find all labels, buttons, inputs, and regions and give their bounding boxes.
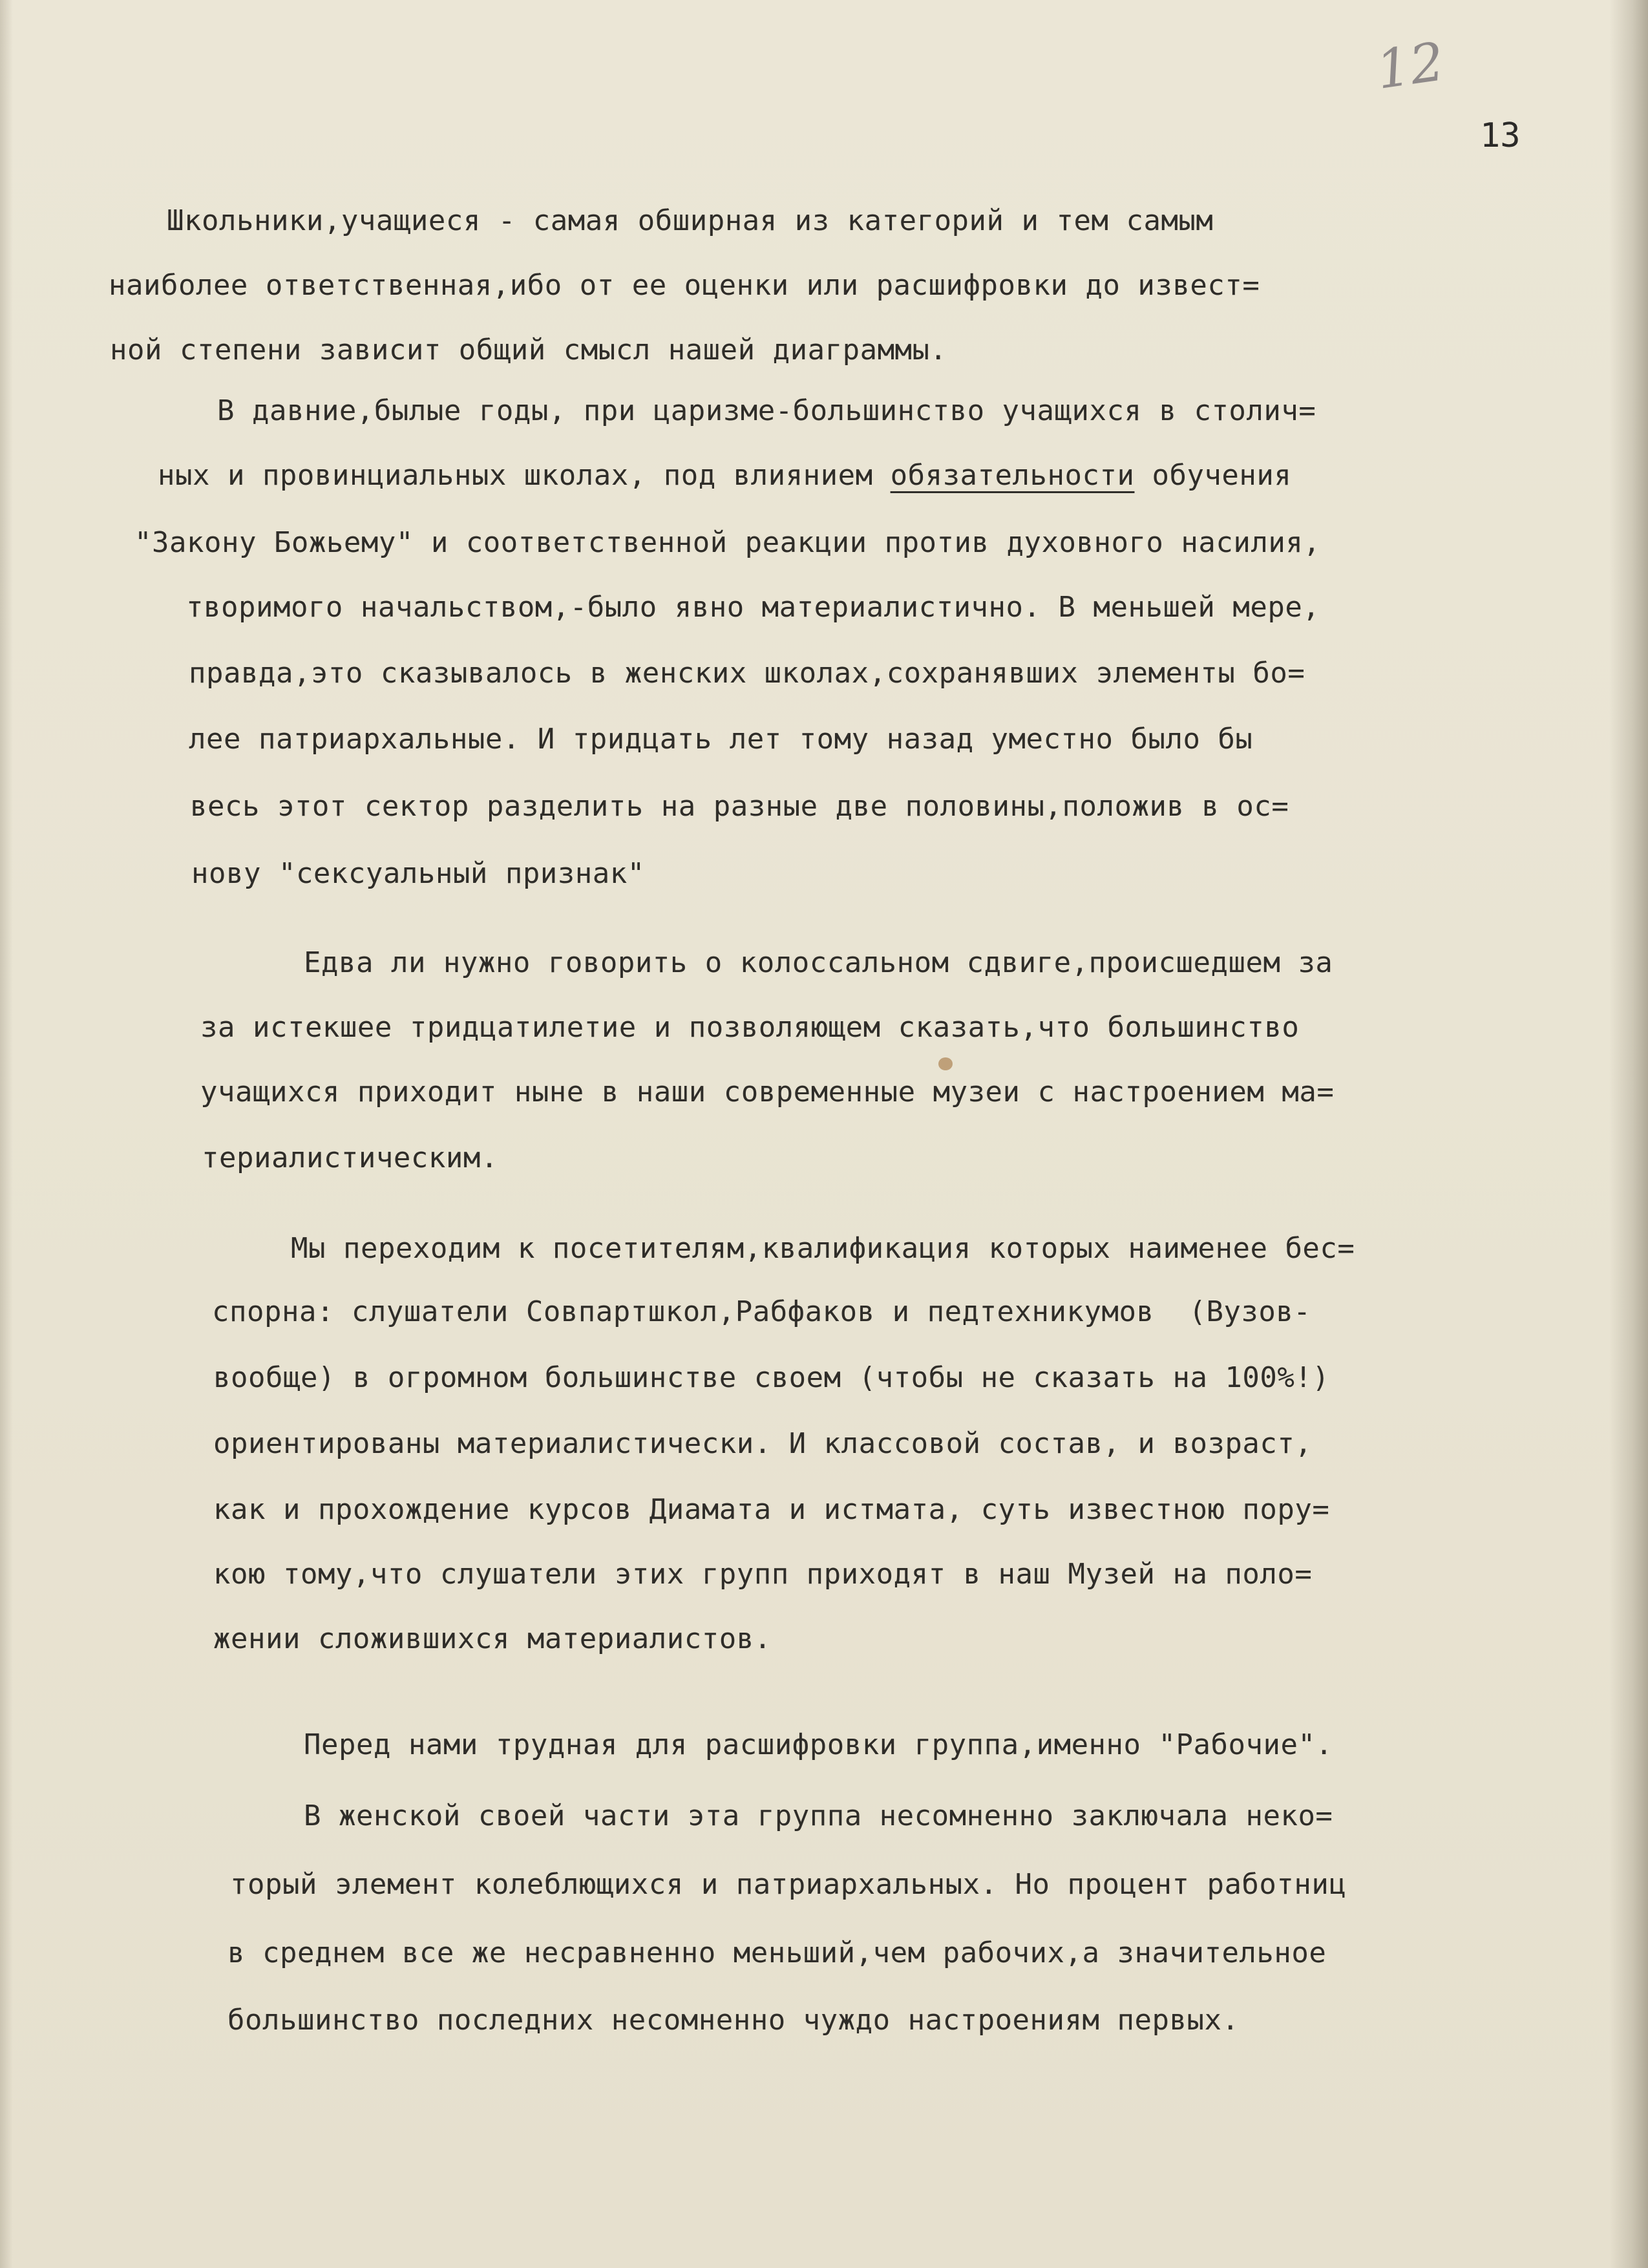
text-line: наиболее ответственная,ибо от ее оценки или расшифровки до извест=	[109, 269, 1260, 302]
text-line: Мы переходим к посетителям,квалификация которых наименее бес=	[291, 1232, 1355, 1265]
text-line: за истекшее тридцатилетие и позволяющем сказать,что большинство	[200, 1011, 1300, 1044]
text-segment: ных и провинциальных школах, под влиянием	[158, 459, 891, 492]
text-line: торый элемент колеблющихся и патриархальных. Но процент работниц	[230, 1868, 1347, 1901]
text-line: большинство последних несомненно чуждо настроениям первых.	[227, 2004, 1240, 2037]
text-line: "Закону Божьему" и соответственной реакции против духовного насилия,	[134, 526, 1321, 559]
page-right-edge	[1609, 0, 1648, 2268]
handwritten-folio-number: 12	[1372, 31, 1448, 101]
text-line: лее патриархальные. И тридцать лет тому назад уместно было бы	[189, 723, 1253, 756]
text-line: творимого начальством,-было явно материалистично. В меньшей мере,	[186, 591, 1320, 624]
text-line: учащихся приходит ныне в наши современные музеи с настроением ма=	[200, 1076, 1335, 1108]
text-line: ной степени зависит общий смысл нашей диаграммы.	[110, 334, 947, 366]
text-line: Школьники,учащиеся - самая обширная из категорий и тем самым	[167, 204, 1214, 237]
typed-page-number: 13	[1480, 116, 1521, 155]
text-line: В женской своей части эта группа несомненно заключала неко=	[304, 1799, 1333, 1832]
text-line: кою тому,что слушатели этих групп приходят в наш Музей на поло=	[213, 1558, 1313, 1591]
text-line: нову "сексуальный признак"	[191, 857, 645, 890]
page-left-shadow	[0, 0, 13, 2268]
text-line: Едва ли нужно говорить о колоссальном сдвиге,происшедшем за	[304, 946, 1333, 979]
text-line: в среднем все же несравненно меньший,чем рабочих,а значительное	[227, 1936, 1327, 1969]
text-line: жении сложившихся материалистов.	[213, 1622, 772, 1655]
underlined-word: обязательности	[890, 459, 1135, 492]
text-line: спорна: слушатели Совпартшкол,Рабфаков и педтехникумов (Вузов-	[212, 1295, 1311, 1328]
text-line: Перед нами трудная для расшифровки группа,именно "Рабочие".	[304, 1728, 1333, 1761]
paper-stain	[938, 1057, 953, 1070]
text-line: ориентированы материалистически. И классовой состав, и возраст,	[213, 1427, 1313, 1460]
text-line: териалистическим.	[202, 1141, 498, 1174]
text-line: правда,это сказывалось в женских школах,сохранявших элементы бо=	[189, 657, 1305, 690]
text-line: как и прохождение курсов Диамата и истмата, суть известною пору=	[213, 1493, 1330, 1526]
text-line: весь этот сектор разделить на разные две половины,положив в ос=	[190, 790, 1289, 823]
text-line: В давние,былые годы, при царизме-большинство учащихся в столич=	[217, 394, 1316, 427]
text-segment: обучения	[1134, 459, 1292, 492]
text-line: вообще) в огромном большинстве своем (чтобы не сказать на 100%!)	[213, 1361, 1330, 1394]
text-line	[158, 456, 1291, 495]
